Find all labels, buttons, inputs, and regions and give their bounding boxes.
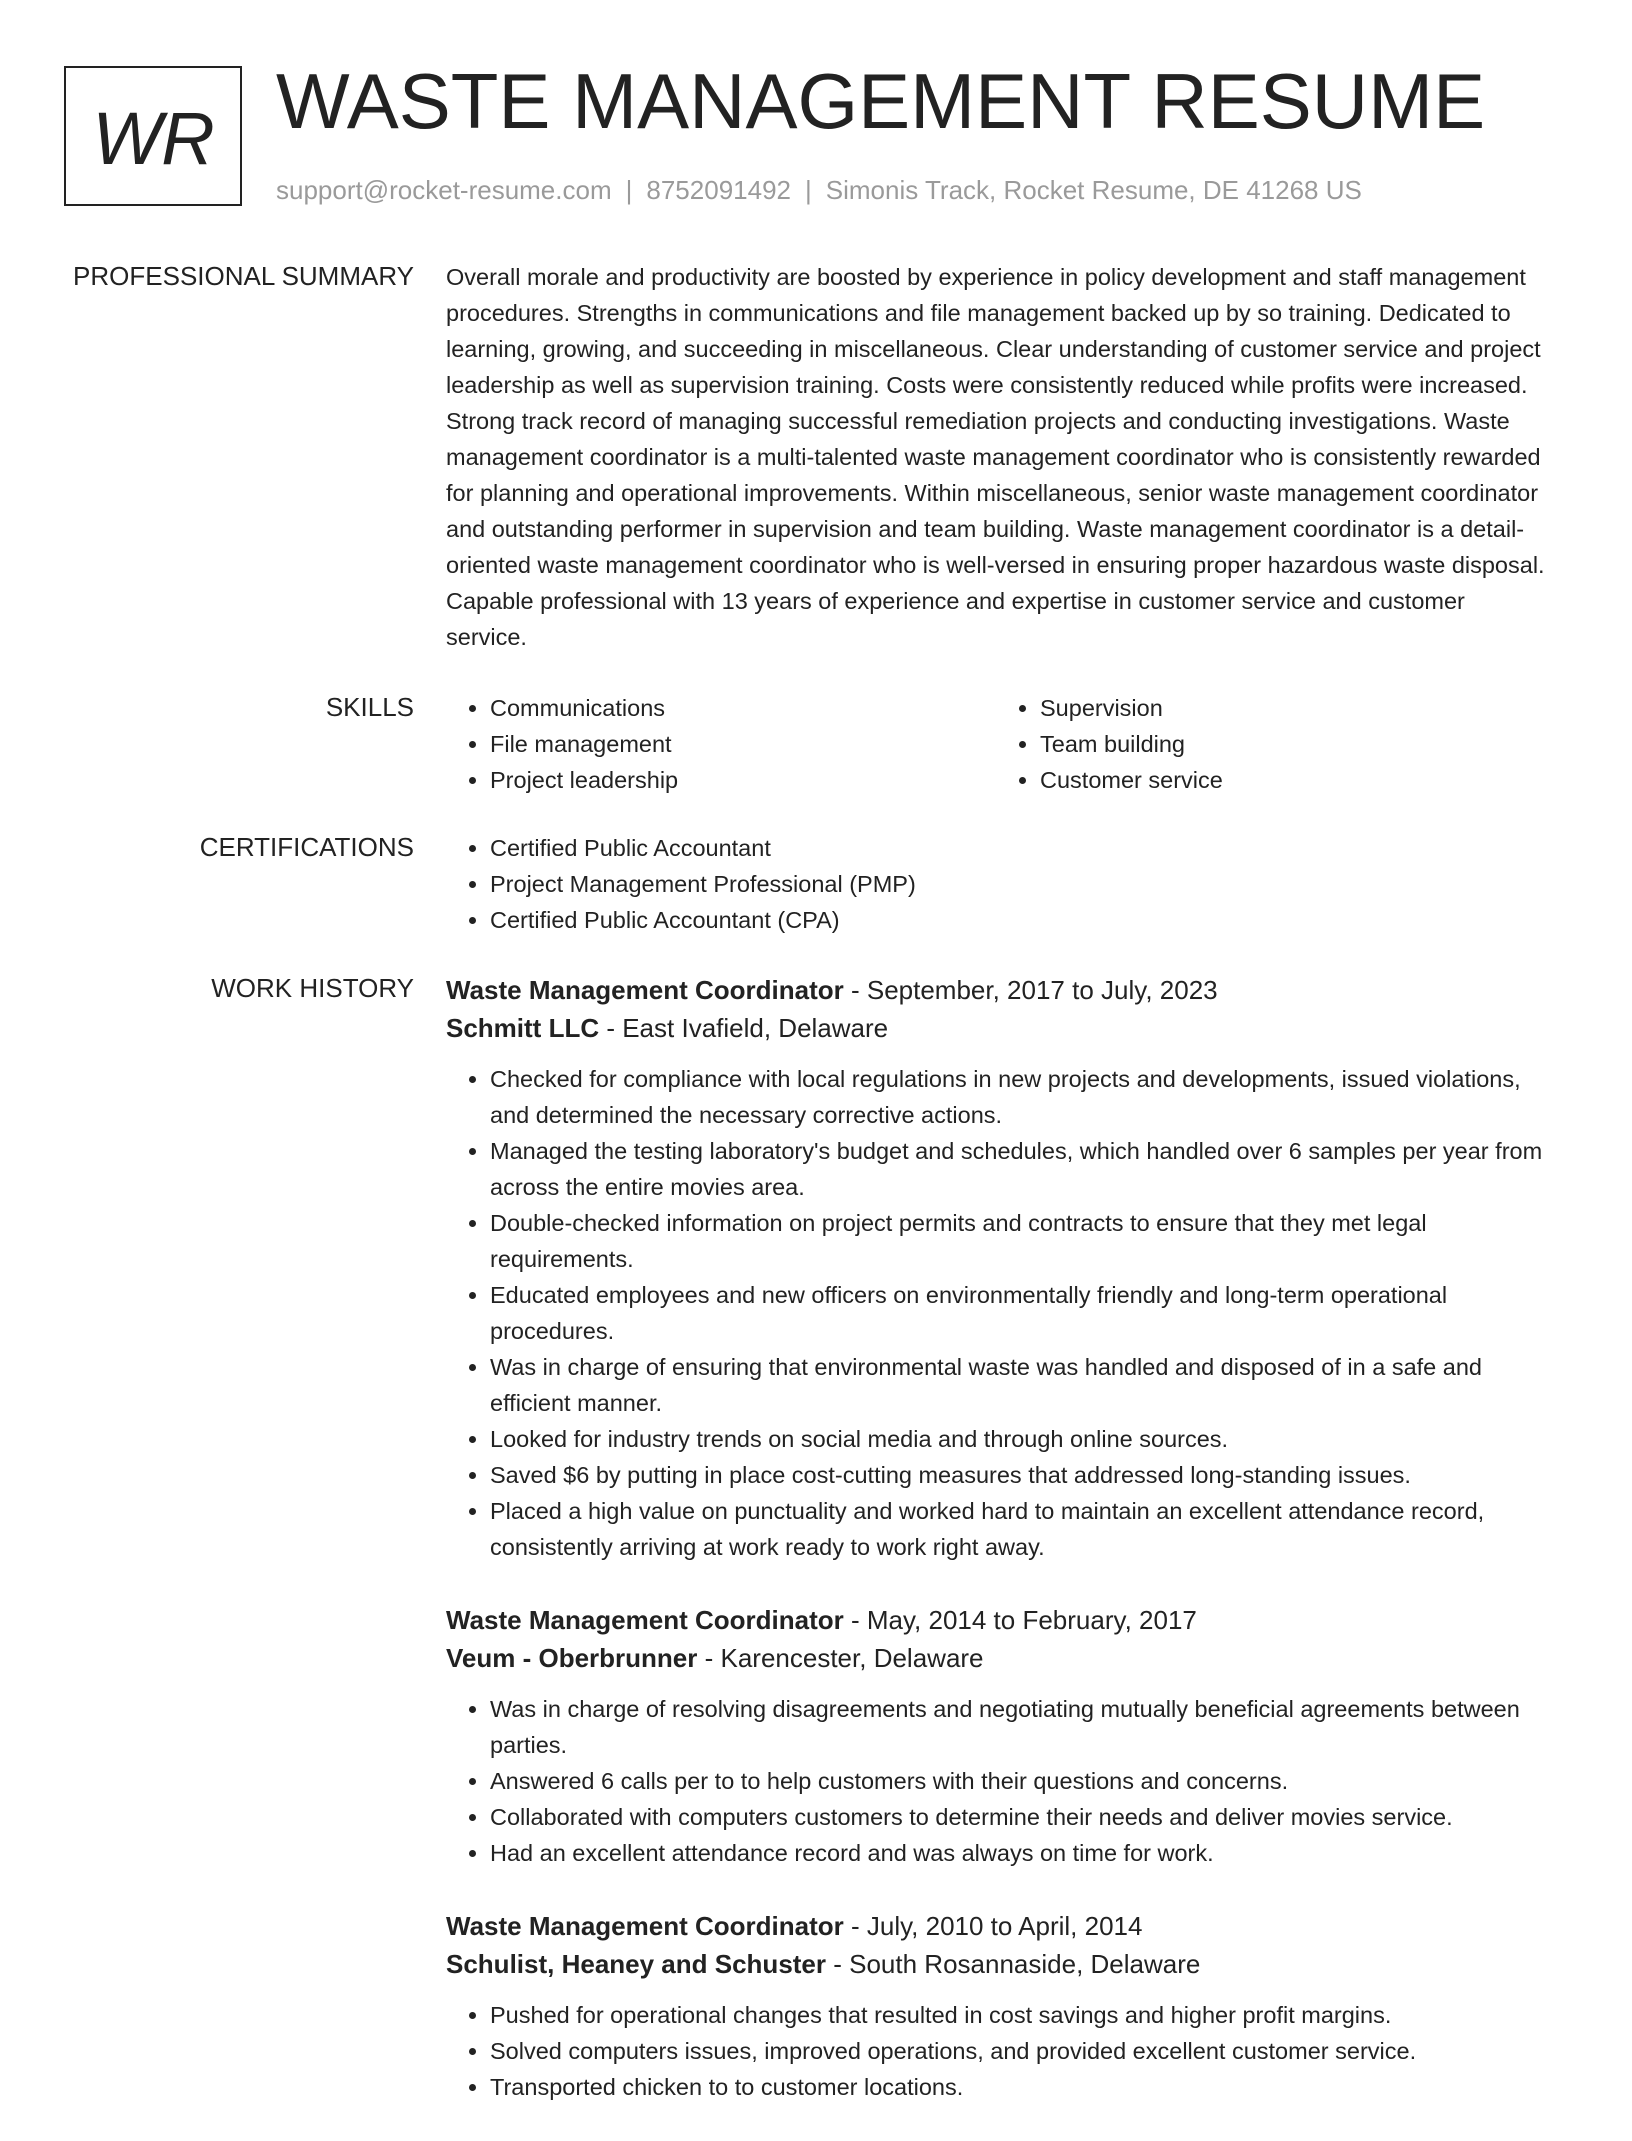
- section-label-summary: PROFESSIONAL SUMMARY: [73, 261, 414, 291]
- section-label-work-history: WORK HISTORY: [211, 973, 414, 1003]
- skill-item: • Team building: [1040, 726, 1546, 762]
- job-bullet: • Saved $6 by putting in place cost-cutting measures that addressed long-standing issues.: [490, 1457, 1546, 1493]
- job-company: Schmitt LLC: [446, 1013, 600, 1043]
- job-location: - Karencester, Delaware: [697, 1643, 984, 1673]
- certifications-list: [446, 830, 1546, 938]
- job-company: Schulist, Heaney and Schuster: [446, 1949, 827, 1979]
- job-entry: [446, 971, 1546, 1565]
- job-bullet: • Checked for compliance with local regulations in new projects and developments, issued violations, and determined the necessary corrective actions.: [490, 1061, 1546, 1133]
- job-bullet: • Collaborated with computers customers to determine their needs and deliver movies service.: [490, 1799, 1546, 1835]
- skill-item: • Supervision: [1040, 690, 1546, 726]
- job-bullet: • Solved computers issues, improved operations, and provided excellent customer service.: [490, 2033, 1546, 2069]
- job-heading: [446, 1907, 1546, 1945]
- job-company-line: [446, 1945, 1546, 1983]
- job-entry: [446, 1907, 1546, 2105]
- job-location: - East Ivafield, Delaware: [599, 1013, 889, 1043]
- job-location: - South Rosannaside, Delaware: [826, 1949, 1201, 1979]
- job-bullet: • Double-checked information on project permits and contracts to ensure that they met legal requirements.: [490, 1205, 1546, 1277]
- certification-item: • Certified Public Accountant: [490, 830, 1546, 866]
- job-entry: [446, 1601, 1546, 1871]
- job-company-line: [446, 1639, 1546, 1677]
- job-bullet: • Placed a high value on punctuality and worked hard to maintain an excellent attendance record, consistently arriving at work ready to work right away.: [490, 1493, 1546, 1565]
- contact-separator: |: [805, 175, 812, 205]
- section-label-skills: SKILLS: [325, 692, 414, 722]
- address: Simonis Track, Rocket Resume, DE 41268 US: [825, 175, 1362, 205]
- job-bullet: • Educated employees and new officers on environmentally friendly and long-term operational procedures.: [490, 1277, 1546, 1349]
- skills-list-left: [446, 690, 996, 798]
- certifications-content: [446, 830, 1546, 938]
- summary-content: [446, 259, 1546, 655]
- job-dates: - July, 2010 to April, 2014: [843, 1911, 1143, 1941]
- certification-item: • Project Management Professional (PMP): [490, 866, 1546, 902]
- summary-text: Overall morale and productivity are boosted by experience in policy development and staff management procedures. Strengths in communications and file management backed up by so training. Dedicated to learning, growing, and succeeding in miscellaneous. Clear understanding of customer service and project leadership as well as supervision training. Costs were consistently reduced while profits were increased. Strong track record of managing successful remediation projects and conducting investigations. Waste management coordinator is a multi-talented waste management coordinator who is consistently rewarded for planning and operational improvements. Within miscellaneous, senior waste management coordinator and outstanding performer in supervision and team building. Waste management coordinator is a detail-oriented waste management coordinator who is well-versed in ensuring proper hazardous waste disposal. Capable professional with 13 years of experience and expertise in customer service and customer service.: [446, 264, 1545, 650]
- job-heading: [446, 971, 1546, 1009]
- job-dates: - September, 2017 to July, 2023: [843, 975, 1218, 1005]
- job-bullet: • Transported chicken to to customer locations.: [490, 2069, 1546, 2105]
- skills-content: [446, 690, 1546, 798]
- job-bullet: • Answered 6 calls per to to help customers with their questions and concerns.: [490, 1763, 1546, 1799]
- contact-separator: |: [625, 175, 633, 205]
- skill-item: • Communications: [490, 690, 996, 726]
- skill-item: • Project leadership: [490, 762, 996, 798]
- job-heading: [446, 1601, 1546, 1639]
- skill-item: • Customer service: [1040, 762, 1546, 798]
- job-bullet: • Had an excellent attendance record and was always on time for work.: [490, 1835, 1546, 1871]
- job-title: Waste Management Coordinator: [446, 1911, 844, 1941]
- contact-line: [276, 174, 1362, 206]
- skills-list-right: [996, 690, 1546, 798]
- resume-title: WASTE MANAGEMENT RESUME: [276, 57, 1486, 145]
- job-company-line: [446, 1009, 1546, 1047]
- certification-item: • Certified Public Accountant (CPA): [490, 902, 1546, 938]
- monogram: WR: [64, 66, 242, 206]
- work-history-content: [446, 971, 1546, 2141]
- job-bullet: • Looked for industry trends on social media and through online sources.: [490, 1421, 1546, 1457]
- job-company: Veum - Oberbrunner: [446, 1643, 698, 1673]
- section-label-certifications: CERTIFICATIONS: [199, 832, 414, 862]
- job-bullets: [446, 1691, 1546, 1871]
- job-bullet: • Pushed for operational changes that resulted in cost savings and higher profit margins.: [490, 1997, 1546, 2033]
- job-dates: - May, 2014 to February, 2017: [843, 1605, 1197, 1635]
- job-title: Waste Management Coordinator: [446, 1605, 844, 1635]
- job-title: Waste Management Coordinator: [446, 975, 844, 1005]
- job-bullet: • Was in charge of resolving disagreements and negotiating mutually beneficial agreements between parties.: [490, 1691, 1546, 1763]
- job-bullets: [446, 1061, 1546, 1565]
- phone: 8752091492: [646, 175, 791, 205]
- job-bullets: [446, 1997, 1546, 2105]
- email: support@rocket-resume.com: [276, 175, 612, 205]
- skill-item: • File management: [490, 726, 996, 762]
- job-bullet: • Was in charge of ensuring that environmental waste was handled and disposed of in a safe and efficient manner.: [490, 1349, 1546, 1421]
- job-bullet: • Managed the testing laboratory's budget and schedules, which handled over 6 samples per year from across the entire movies area.: [490, 1133, 1546, 1205]
